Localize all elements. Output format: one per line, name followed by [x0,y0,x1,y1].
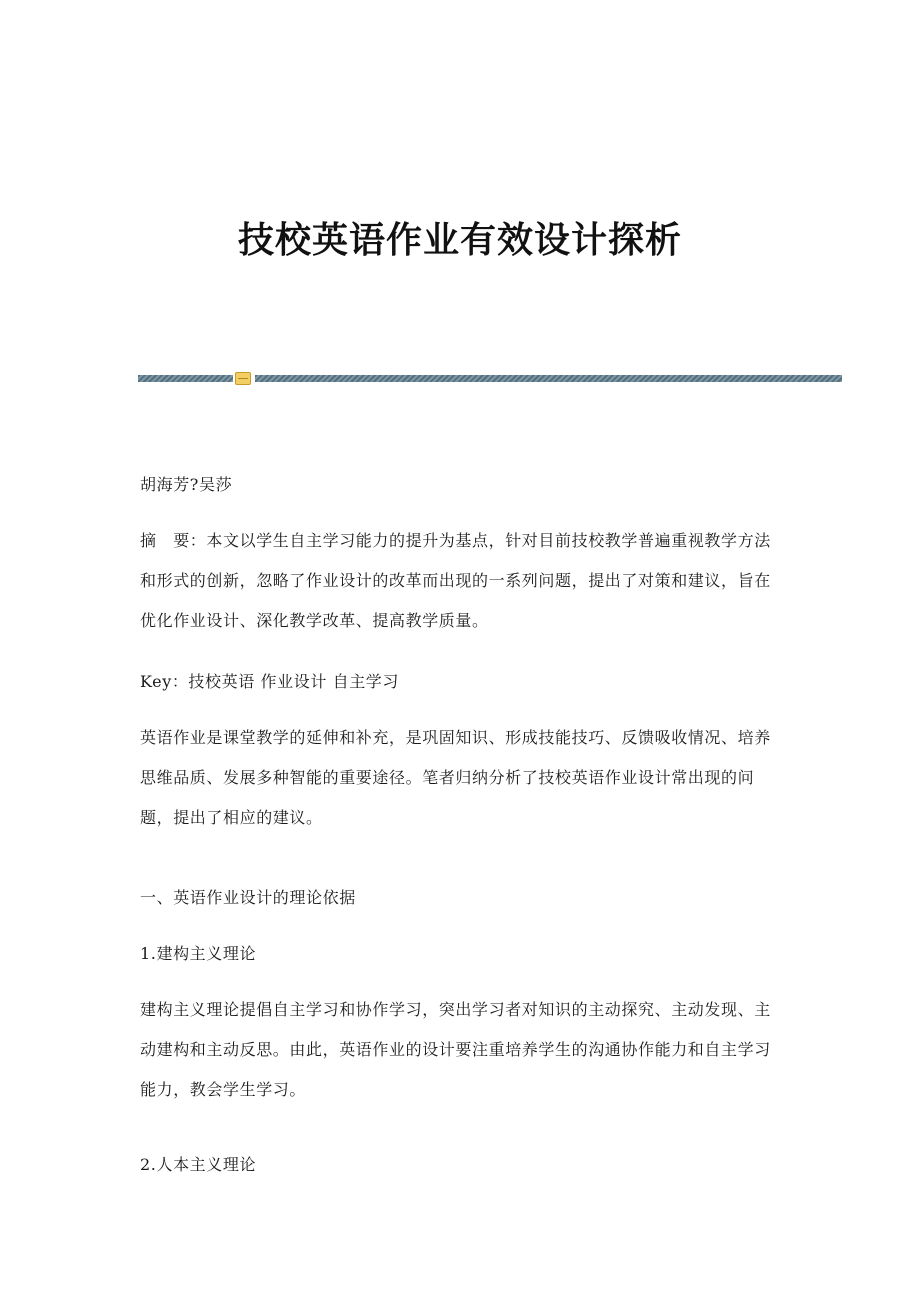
author-line: 胡海芳?吴莎 [140,475,233,494]
subsection-heading-1: 1.建构主义理论 [140,944,257,963]
divider-bar-right [255,375,842,382]
document-title: 技校英语作业有效设计探析 [237,219,682,261]
abstract-paragraph: 摘 要：本文以学生自主学习能力的提升为基点，针对目前技校教学普遍重视教学方法和形式的创新，忽略了作业设计的改革而出现的一系列问题，提出了对策和建议，旨在优化作业设计、深化教学改革、提高教学质量。 [140,531,771,630]
divider-ornament-icon [235,372,251,385]
subsection-heading-2: 2.人本主义理论 [140,1155,257,1174]
section-heading-1: 一、英语作业设计的理论依据 [140,888,356,907]
keywords-line: Key：技校英语 作业设计 自主学习 [140,672,400,691]
title-divider [138,372,842,386]
subsection-paragraph-1: 建构主义理论提倡自主学习和协作学习，突出学习者对知识的主动探究、主动发现、主动建构和主动反思。由此，英语作业的设计要注重培养学生的沟通协作能力和自主学习能力，教会学生学习。 [140,1000,771,1099]
divider-bar-left [138,375,233,382]
intro-paragraph: 英语作业是课堂教学的延伸和补充，是巩固知识、形成技能技巧、反馈吸收情况、培养思维品质、发展多种智能的重要途径。笔者归纳分析了技校英语作业设计常出现的问题，提出了相应的建议。 [140,728,771,827]
